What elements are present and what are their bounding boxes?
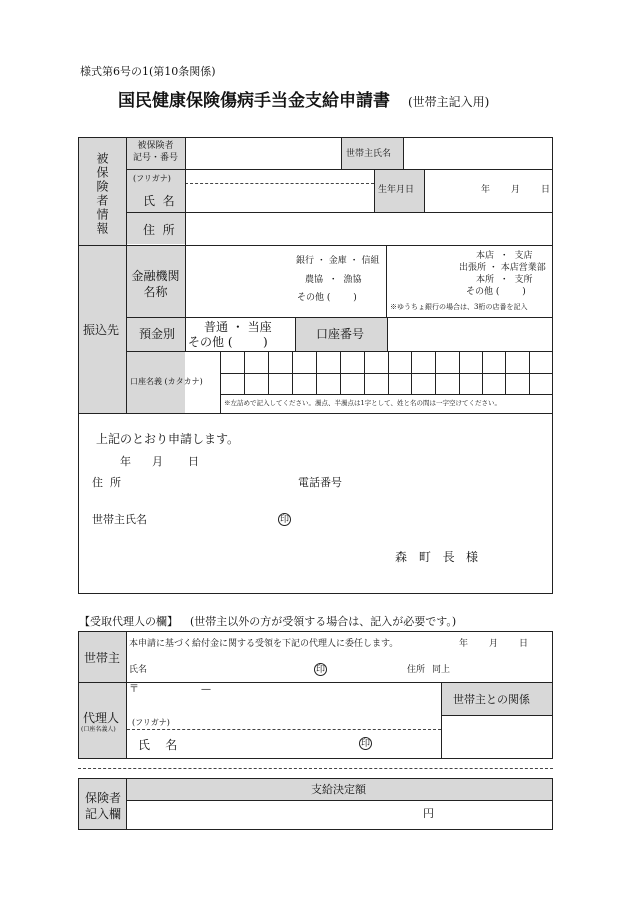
birth-year-label: 年 <box>481 185 491 195</box>
agent-address-field[interactable] <box>140 684 438 716</box>
applicant-address-label: 住 所 <box>92 476 121 489</box>
application-date-year: 年 <box>120 455 131 468</box>
delegator-seal-icon: 印 <box>315 665 325 675</box>
account-holder-label: 口座名義 (カタカナ) <box>130 377 203 386</box>
branch-types-line4: その他 ( ) <box>466 287 526 297</box>
furigana-label: (フリガナ) <box>133 174 171 183</box>
delegator-name-label: 氏名 <box>129 665 148 675</box>
insurer-section-label: 保険者 記入欄 <box>84 791 121 822</box>
agent-furigana-label: (フリガナ) <box>132 718 170 727</box>
insured-number-field[interactable] <box>186 139 340 168</box>
birth-day-label: 日 <box>541 185 551 195</box>
name-label: 氏 名 <box>143 194 175 208</box>
addressee: 森 町 長 <box>395 550 459 564</box>
deposit-type-options-line2[interactable]: その他 ( ) <box>188 335 268 349</box>
address-field[interactable] <box>186 213 552 244</box>
account-holder-kana-field[interactable] <box>221 352 552 393</box>
transfer-section-label: 振込先 <box>83 323 120 337</box>
bank-name-field[interactable] <box>186 246 385 316</box>
deposit-type-options-line1[interactable]: 普通 ・ 当座 <box>204 320 272 334</box>
applicant-phone-label: 電話番号 <box>298 476 342 489</box>
insured-section-label: 被保険者情報 <box>95 152 109 236</box>
yucho-note: ※ゆうちょ銀行の場合は、3桁の店番を記入 <box>390 303 528 311</box>
account-number-field[interactable] <box>388 318 552 350</box>
bank-types-line1: 銀行 ・ 金庫 ・ 信組 <box>296 256 380 266</box>
section-divider <box>78 768 553 769</box>
addressee-honorific: 様 <box>466 550 479 564</box>
bank-types-line3: その他 ( ) <box>297 293 357 303</box>
relation-field[interactable] <box>442 716 552 757</box>
delegation-date-month: 月 <box>489 639 499 649</box>
bank-types-line2: 農協 ・ 漁協 <box>305 275 362 285</box>
form-title-note: (世帯主記入用) <box>408 95 490 109</box>
postal-code-dash: — <box>201 684 211 695</box>
agent-name-field[interactable] <box>200 732 350 756</box>
application-date-day: 日 <box>188 455 199 468</box>
deposit-type-label: 預金別 <box>139 327 176 341</box>
amount-label: 支給決定額 <box>311 783 366 796</box>
form-title: 国民健康保険傷病手当金支給申請書 <box>118 91 390 111</box>
furigana-field[interactable] <box>186 170 373 182</box>
delegation-text: 本申請に基づく給付金に関する受領を下記の代理人に委任します。 <box>129 639 399 649</box>
name-field[interactable] <box>186 185 373 211</box>
agent-seal-icon: 印 <box>360 739 370 749</box>
birthdate-field[interactable] <box>425 170 552 211</box>
yen-unit: 円 <box>423 807 434 820</box>
kana-instruction-note: ※左詰めで記入してください。濁点、半濁点は1字として、姓と名の間は一字空けてください。 <box>224 399 502 407</box>
application-statement: 上記のとおり申請します。 <box>96 432 240 446</box>
delegator-address-label: 住所 <box>407 665 426 675</box>
delegation-date-year: 年 <box>459 639 469 649</box>
amount-field[interactable] <box>127 801 417 828</box>
address-label: 住 所 <box>143 223 175 237</box>
agent-section-heading-note: (世帯主以外の方が受領する場合は、記入が必要です。) <box>190 615 457 628</box>
application-date-month: 月 <box>152 455 163 468</box>
birthdate-label: 生年月日 <box>378 185 415 195</box>
applicant-householder-name-label: 世帯主氏名 <box>92 513 147 526</box>
delegator-address-same: 同上 <box>432 665 451 675</box>
bank-name-label: 金融機関 名称 <box>131 269 180 300</box>
branch-types-line3: 本所 ・ 支所 <box>476 275 533 285</box>
birth-month-label: 月 <box>511 185 521 195</box>
relation-label: 世帯主との関係 <box>453 693 530 706</box>
agent-householder-label: 世帯主 <box>84 651 121 665</box>
branch-types-line1: 本店 ・ 支店 <box>476 251 533 261</box>
agent-section-heading: 【受取代理人の欄】 <box>79 615 178 628</box>
form-number: 様式第6号の1(第10条関係) <box>80 65 216 78</box>
householder-name-label: 世帯主氏名 <box>346 149 392 159</box>
agent-label: 代理人 <box>83 711 120 725</box>
account-number-label: 口座番号 <box>316 327 365 341</box>
agent-sub-label: (口座名義人) <box>81 726 116 733</box>
branch-name-field[interactable] <box>387 246 552 302</box>
postal-mark-icon: 〒 <box>129 684 139 695</box>
insured-number-label: 被保険者 記号・番号 <box>132 141 178 163</box>
delegation-date-day: 日 <box>519 639 529 649</box>
seal-mark-icon: 印 <box>279 515 289 525</box>
householder-name-field[interactable] <box>404 139 552 168</box>
agent-name-label: 氏 名 <box>138 738 178 752</box>
branch-types-line2: 出張所 ・ 本店営業部 <box>459 263 546 273</box>
